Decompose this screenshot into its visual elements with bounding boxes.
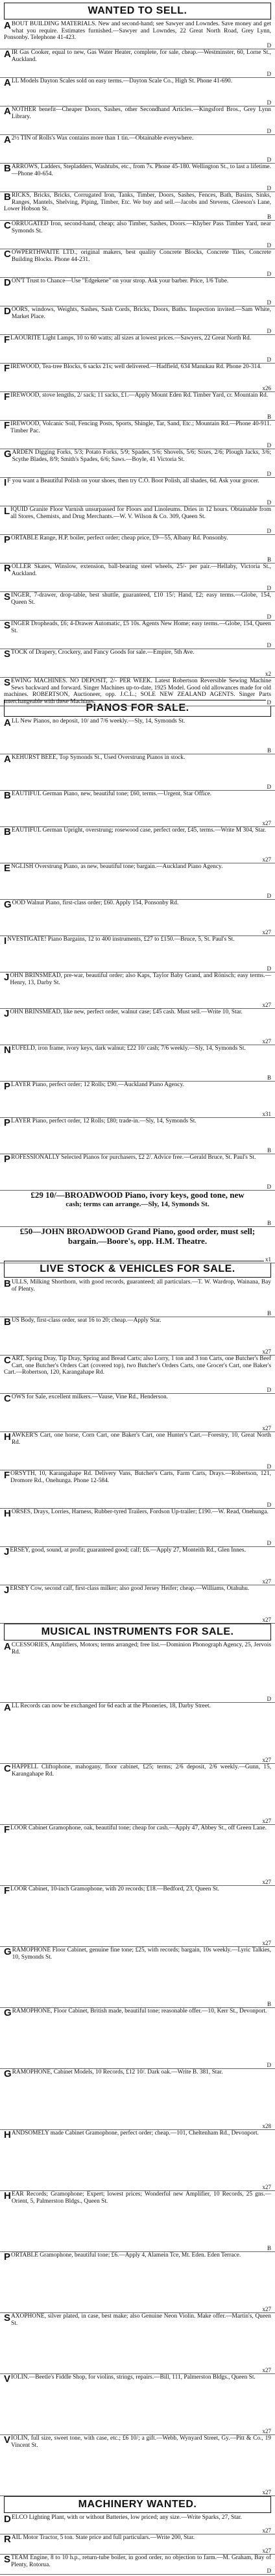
ad-reference-code: D	[267, 1539, 271, 1546]
ad-text: F you want a Beautiful Polish on your shoes, then try C.O. Boot Polish, all shades, 6d. Ask your grocer.	[7, 478, 259, 484]
ad-text: LAYER Piano, perfect order; 12 Rolls; £90.—Auckland Piano Agency.	[11, 1082, 184, 1088]
ad-initial-letter: F	[4, 1470, 10, 1481]
classified-ad	[0, 2069, 275, 2130]
ad-initial-letter: A	[4, 77, 11, 88]
ad-text: 2½ TIN of Rolls's Wax contains more than 1 tin.—Obtainable everywhere.	[11, 135, 194, 142]
ad-initial-letter: A	[4, 1702, 11, 1713]
classified-ad	[0, 1227, 275, 1263]
ad-reference-code: x27	[262, 2488, 271, 2496]
ad-reference-code: x27	[262, 2366, 271, 2373]
ad-text: IREWOOD, Volcanic Soil, Fencing Posts, Sports, Shingle, Tar, Sand, Etc.; Mountain Rd.—Phone 40-911. Timber Pac.	[10, 421, 271, 434]
ad-reference-code: D	[267, 299, 271, 306]
ad-text: EAUTIFUL German Piano, new, beautiful tone; £60, terms.—Urgent, Star Office.	[11, 791, 212, 797]
classified-ad	[0, 164, 275, 192]
ad-initial-letter: G	[4, 2007, 12, 2018]
ad-reference-code: D	[267, 70, 271, 77]
ad-text: EAUTIFUL German Upright, overstrung; rosewood case, perfect order, £45, terms.—Write M 304, Star.	[11, 827, 267, 834]
ad-initial-letter: I	[4, 935, 7, 947]
classified-ad	[0, 1886, 275, 1947]
ad-reference-code: B	[267, 213, 271, 220]
ad-reference-code: x27	[262, 1578, 271, 1585]
ad-reference-code: B	[267, 1074, 271, 1081]
ad-initial-letter: S	[4, 649, 11, 660]
classified-ad	[0, 1118, 275, 1154]
ad-reference-code: B	[267, 2244, 271, 2251]
ad-text: OWS for Sale, excellent milkers.—Vause, Vine Rd., Henderson.	[11, 1394, 168, 1400]
ad-text: LL New Pianos, no deposit, 10/ and 7/6 weekly.—Sly, 14, Symonds St.	[11, 718, 185, 724]
ad-reference-code: x27	[262, 819, 271, 826]
ad-text: TEAM Engine, 8 to 10 h.p., return-tube boiler, in good order, no objection to farm.—M. Graham, Bay of Plenty, Rotorua.	[11, 2555, 271, 2568]
ad-text: OWPERTHWAITE LTD., original makers, best quality Concrete Blocks, Concrete Tiles, Concrete Building Blocks. Phone 44-231.	[11, 249, 271, 263]
ad-reference-code: D	[267, 327, 271, 334]
ad-initial-letter: P	[4, 534, 11, 545]
ad-initial-letter: S	[4, 677, 11, 688]
ad-reference-code: x27	[262, 1878, 271, 1885]
ad-initial-letter: H	[4, 1431, 11, 1443]
ad-reference-code: x27	[262, 2183, 271, 2190]
classified-ad	[0, 936, 275, 972]
ad-reference-code: x27	[262, 2305, 271, 2312]
ad-text: LL Records can now be exchanged for 6d each at the Phoneries, 18, Darby Street.	[11, 1703, 211, 1709]
ad-text: LOOR Cabinet, 10-inch Gramophone, with 20 records; £18.—Bedford, 23, Queen St.	[10, 1886, 219, 1892]
ad-reference-code: B	[267, 556, 271, 563]
classified-ad	[0, 1947, 275, 2008]
classified-columns	[0, 3, 275, 2574]
ad-reference-code: D	[267, 42, 271, 49]
ad-reference-code: x27	[262, 1939, 271, 1946]
ad-text: RAMOPHONE, Floor Cabinet, British made, beautiful tone; reasonable offer.—10, Kerr St., Devonport.	[12, 2008, 267, 2014]
ad-reference-code: B	[267, 1309, 271, 1317]
ad-initial-letter: C	[4, 1393, 11, 1404]
classified-section	[0, 1624, 275, 2494]
ad-reference-code: D	[267, 156, 271, 163]
ad-reference-code: B	[267, 413, 271, 420]
ad-text: LAOURITE Light Lamps, 10 to 60 watts; all sizes at lowest prices.—Sawyers, 22 Great North Rd.	[10, 335, 252, 341]
classified-ad	[0, 78, 275, 106]
ad-headline-line: £29 10/—BROADWOOD Piano, ivory keys, good tone, new	[30, 1190, 245, 1200]
ad-reference-code: x27	[262, 2547, 271, 2554]
classified-ad	[0, 863, 275, 900]
classified-ad	[0, 2191, 275, 2252]
classified-ad	[0, 2313, 275, 2374]
ad-initial-letter: C	[4, 249, 11, 260]
section-heading: WANTED TO SELL.	[4, 3, 271, 19]
ad-text: OOD Walnut Piano, first-class order; £60. Apply 154, Ponsonby Rd.	[12, 900, 179, 906]
ad-text: LL Models Dayton Scales sold on easy terms.—Dayton Scale Co., High St. Phone 41-690.	[11, 78, 233, 84]
ad-reference-code: D	[267, 527, 271, 534]
ad-initial-letter: F	[4, 1824, 10, 1835]
ad-reference-code: B	[267, 1219, 271, 1226]
ad-reference-code: D	[267, 783, 271, 790]
classified-section	[0, 2496, 275, 2574]
classified-ad	[0, 2435, 275, 2496]
ad-initial-letter: H	[4, 2190, 11, 2201]
ad-initial-letter: B	[4, 790, 11, 801]
ad-text: ON'T Trust to Chance—Use "Edgekene" on your strop. Ask your barber. Price, 1/6 Tube.	[11, 278, 229, 284]
ad-initial-letter: B	[4, 192, 11, 203]
ad-reference-code: D	[267, 242, 271, 249]
classified-ad	[0, 2534, 275, 2555]
ad-text: RAMOPHONE Floor Cabinet, genuine fine tone; £25, with records; bargain, 10s weekly.—Lyric Talkies, 10, Symonds St.	[12, 1947, 271, 1961]
classified-ad	[0, 1356, 275, 1394]
ad-text: ORTABLE Gramophone, beautiful tone; £6.—Apply 4, Alamein Tce, Mt. Eden. Eden Terrace.	[11, 2252, 241, 2259]
classified-ad	[0, 1547, 275, 1585]
classified-ad	[0, 449, 275, 478]
ad-initial-letter: L	[4, 506, 10, 517]
classified-ad	[0, 49, 275, 78]
classified-ad	[0, 1825, 275, 1886]
ad-text: RAMOPHONE, Cabinet Models, 10 Records, £12 10/. Dark oak.—Write B. 381, Star.	[12, 2069, 223, 2075]
ad-reference-code: x27	[262, 1817, 271, 1824]
ad-reference-code: B	[267, 2000, 271, 2007]
ad-text: ARDEN Digging Forks, 5/3; Potato Forks, 5/9; Spades, 5/6; Shovels, 5/6; Sixes, 2/6; Plough Jacks, 3/6; Scythe Blades, 8/9; Smith's Spades, 6/6; Saws.—Boyle, 41 Victoria St.	[12, 449, 271, 463]
ad-text: OHN BRINSMEAD, pre-war, beautiful order; also Kaps, Taylor Baby Grand, and Rönisch; easy terms.—Henry, 13, Darby St.	[10, 972, 271, 986]
ad-text: CCESSORIES, Amplifiers, Motors; terms arranged; free list.—Dominion Phonograph Agency, 25, Jervois Rd.	[11, 1642, 271, 1655]
ad-initial-letter: S	[4, 2312, 11, 2323]
ad-text: US Body, first-class order, seat 16 to 20; cheap.—Apply Star.	[11, 1317, 161, 1324]
classified-ad	[0, 592, 275, 621]
ad-text: ORRUGATED Iron, second-hand, cheap; also Timber, Sashes, Doors.—Khyber Pass Timber Yard, near Symonds St.	[11, 221, 271, 234]
ad-reference-code: x27	[262, 1756, 271, 1763]
classified-ad	[0, 1764, 275, 1825]
classified-ad	[0, 1703, 275, 1764]
ad-reference-code: x27	[262, 1037, 271, 1045]
ad-initial-letter: F	[4, 363, 10, 374]
ad-reference-code: x27	[262, 1348, 271, 1355]
ad-text: BOUT BUILDING MATERIALS. New and second-hand; see Sawyer and Lowndes. Save money and get what you require. Estimates furnished.—Sawyer and Lowndes, 22 Great North Road, Grey Lynn, Ponsonby. Telephone 41-423.	[4, 21, 271, 42]
ad-reference-code: D	[267, 470, 271, 477]
ad-text: IQUID Granite Floor Varnish unsurpassed for Floors and Linoleums. Dries in 12 hours. Obtainable from all Stores, Chemists, and Drug Merchants.—W. V. Wilson & Co. 309, Queen St.	[10, 506, 271, 520]
classified-ad	[0, 1470, 275, 1509]
ad-reference-code: D	[267, 892, 271, 899]
ad-reference-code: x27	[262, 928, 271, 935]
ad-text: EWING MACHINES. NO DEPOSIT, 2/- PER WEEK. Latest Robertson Reversible Sewing Machine Sews backward and forward. Singer Machines up-to-date, 1925 Model. Good old allowances made for old machines. ROBERTSON, Auctioneer, opp. J.C.L.; SOLE NEW ZEALAND AGENTS. Singer Parts interchangeable with these Machines.	[4, 678, 271, 705]
ad-reference-code: x27	[262, 856, 271, 863]
ad-reference-code: x27	[262, 2427, 271, 2434]
classified-ad	[0, 535, 275, 564]
ad-reference-code: D	[267, 641, 271, 649]
ad-initial-letter: G	[4, 899, 12, 910]
classified-ad	[0, 221, 275, 249]
ad-headline	[4, 1227, 271, 1246]
classified-ad	[0, 1154, 275, 1191]
ad-initial-letter: B	[4, 1278, 11, 1289]
ad-text: ERSEY, good, sound, at profit; guaranteed good; calf; £6.—Apply 27, Monteith Rd., Glen Innes.	[10, 1547, 246, 1554]
ad-text: IR Gas Cooker, equal to new, Gas Water Heater, complete, for sale, cheap.—Westminster, 60, Lorne St., Auckland.	[11, 49, 271, 63]
ad-initial-letter: J	[4, 1546, 10, 1557]
classified-ad	[0, 1317, 275, 1356]
ad-headline-line: cash; terms can arrange.—Sly, 14, Symonds St.	[66, 1200, 209, 1208]
classified-ad	[0, 192, 275, 221]
classified-ad	[0, 2130, 275, 2191]
classified-ad	[0, 2555, 275, 2575]
ad-initial-letter: P	[4, 1081, 11, 1092]
ad-initial-letter: S	[4, 591, 11, 602]
ad-initial-letter: B	[4, 826, 11, 837]
ad-reference-code: x1	[265, 1256, 271, 1263]
ad-text: IREWOOD, stove lengths, 2/ sack; 11 sacks, £1.—Apply Mount Eden Rd. Timber Yard, cr. Mountain Rd.	[10, 392, 269, 399]
ad-initial-letter: N	[4, 1045, 11, 1056]
classified-ad	[0, 900, 275, 936]
ad-initial-letter: J	[4, 1008, 10, 1019]
ad-initial-letter: A	[4, 20, 11, 31]
ad-reference-code: x27	[262, 1001, 271, 1008]
ad-initial-letter: G	[4, 2068, 12, 2079]
ad-text: INGER Dropheads, £6; 4-Drawer Automatic, £5 10s. Agents New Home; easy terms.—Globe, 154, Queen St.	[11, 621, 271, 634]
ad-text: HAPPELL Cliftophone, mahogany, floor cabinet, £25; terms; 2/6 deposit, 2/6 weekly.—Gunn, 15, Karangahape Rd.	[11, 1764, 271, 1777]
ad-reference-code: D	[267, 127, 271, 134]
ad-text: AWKER'S Cart, one horse, Corn Cart, one Baker's Cart, one Hunter's Cart.—Forestry, 10, Great North Rd.	[11, 1432, 271, 1446]
ad-text: NOTHER benefit—Cheaper Doors, Sashes, other Secondhand Articles.—Kingsford Bros., Grey Lynn Library.	[11, 106, 271, 120]
classified-ad	[0, 1509, 275, 1547]
ad-reference-code: D	[267, 965, 271, 972]
ad-text: OORS, windows, Weights, Sashes, Sash Cords, Bricks, Doors, Baths. Inspection invited.—Sam White, Market Place.	[11, 306, 271, 320]
ad-text: AIL Motor Tractor, 5 ton. State price and full particulars.—Write 200, Star.	[11, 2534, 195, 2541]
classified-ad	[0, 678, 275, 706]
ad-text: ORSES, Drays, Lorries, Harness, Rubber-tyred Trailers, Fordson Up-trailer; £190.—W. Read, Onehunga.	[11, 1509, 269, 1515]
classified-ad	[0, 621, 275, 649]
ad-text: OHN BRINSMEAD, like new, perfect order, walnut case; £45 cash. Must sell.—Write 10, Star.	[10, 1009, 243, 1015]
section-heading: MACHINERY WANTED.	[4, 2496, 271, 2513]
classified-ad	[0, 478, 275, 506]
ad-initial-letter: A	[4, 106, 11, 117]
classified-ad	[0, 21, 275, 49]
ad-text: ULLS, Milking Shorthorn, with good records, guaranteed; all particulars.—T. W. Wardrop, Wainana, Bay of Plenty.	[11, 1279, 271, 1293]
ad-initial-letter: D	[4, 277, 11, 288]
ad-text: INGER, 7-drawer, drop-table, best shuttle, guaranteed, £10 15/; Hand, £2; easy terms.—Globe, 154, Queen St.	[11, 592, 271, 606]
ad-initial-letter: F	[4, 391, 10, 402]
classified-ad	[0, 564, 275, 592]
ad-initial-letter: V	[4, 2373, 11, 2384]
ad-initial-letter: H	[4, 2129, 11, 2140]
ad-reference-code: D	[267, 2567, 271, 2574]
ad-reference-code: D	[267, 584, 271, 591]
classified-ad	[0, 1394, 275, 1432]
ad-reference-code: D	[267, 699, 271, 706]
ad-initial-letter: R	[4, 2534, 11, 2545]
ad-initial-letter: C	[4, 220, 11, 231]
ad-text: OLLER Skates, Winslow, extension, ball-bearing steel wheels, 25/- per pair.—Hellaby, Victoria St., Auckland.	[11, 564, 271, 577]
classified-ad	[0, 392, 275, 421]
ad-initial-letter: A	[4, 717, 11, 728]
ad-text: ORSYTH, 10, Karangahape Rd. Delivery Vans, Butcher's Carts, Farm Carts, Drays.—Robertson, 121, Dromore Rd., Onehunga. Phone 12-584.	[10, 1470, 271, 1484]
ad-initial-letter: A	[4, 134, 11, 145]
classified-ad	[0, 249, 275, 278]
ad-initial-letter: F	[4, 420, 10, 431]
classified-ad	[0, 1082, 275, 1118]
classified-ad	[0, 2374, 275, 2435]
ad-reference-code: x26	[262, 384, 271, 391]
section-heading: PIANOS FOR SALE.	[4, 700, 271, 717]
ad-text: NGLISH Overstrung Piano, as new, beautiful tone; bargain.—Auckland Piano Agency.	[11, 863, 223, 870]
ad-reference-code: D	[267, 356, 271, 363]
classified-ad	[0, 791, 275, 827]
classified-ad	[0, 506, 275, 535]
ad-initial-letter: H	[4, 1508, 11, 1519]
ad-reference-code: D	[267, 441, 271, 449]
classified-ad	[0, 106, 275, 135]
ad-initial-letter: F	[4, 1885, 10, 1896]
classified-ad	[0, 364, 275, 392]
ad-reference-code: D	[267, 1501, 271, 1508]
classified-ad	[0, 2514, 275, 2534]
ad-text: ARROWS, Ladders, Stepladders, Washtubs, etc., from 7s. Phone 45-180. Wellington St., to last a lifetime.—Phone 40-654.	[11, 164, 271, 177]
ad-text: IOLIN, full size, sweet tone, with case, etc.; £6 10/; a gift.—Webb, Wynyard Street, Gy.—Pitt & Co., 19 Vincent St.	[11, 2435, 271, 2449]
ad-reference-code: D	[267, 270, 271, 277]
ad-reference-code: B	[267, 747, 271, 754]
ad-initial-letter: D	[4, 306, 11, 317]
ad-initial-letter: A	[4, 754, 11, 765]
ad-initial-letter: J	[4, 1585, 10, 1596]
ad-initial-letter: G	[4, 1946, 12, 1957]
classified-ad	[0, 1191, 275, 1227]
ad-initial-letter: P	[4, 1154, 11, 1165]
ad-initial-letter: S	[4, 2554, 11, 2565]
classified-ad	[0, 754, 275, 791]
ad-text: AXOPHONE, silver plated, in case, best make; also Genuine Neon Violin. Make offer.—Martin's, Queen St.	[11, 2313, 271, 2327]
classified-ad	[0, 335, 275, 364]
ad-reference-code: x27	[262, 2527, 271, 2534]
classified-ad	[0, 718, 275, 754]
ad-initial-letter: V	[4, 2434, 11, 2446]
classified-ad	[0, 2008, 275, 2069]
classified-ad	[0, 135, 275, 164]
ad-reference-code: x2	[265, 670, 271, 677]
ad-text: TOCK of Drapery, Crockery, and Fancy Goods for sale.—Empire, 5th Ave.	[11, 649, 195, 656]
ad-initial-letter: F	[4, 334, 10, 345]
ad-headline-line: £50—JOHN BROADWOOD Grand Piano, good order, must sell; bargain.—Boore's, opp. H.M. Theatre.	[19, 1226, 256, 1246]
ad-text: ORTABLE Range, H.P. boiler, perfect order; cheap price, £9—55, Albany Rd. Ponsonby.	[11, 535, 228, 541]
ad-initial-letter: E	[4, 863, 11, 874]
ad-reference-code: D	[267, 1183, 271, 1190]
ad-text: ROFESSIONALLY Selected Pianos for purchasers, £2 2/. Advice free.—Gerald Bruce, St. Paul's St.	[11, 1154, 256, 1161]
ad-initial-letter: I	[4, 477, 7, 488]
ad-initial-letter: C	[4, 1355, 11, 1366]
ad-reference-code: x31	[262, 1110, 271, 1117]
ad-reference-code: D	[267, 499, 271, 506]
ad-text: EAR Records; Gramophone; Expert; lowest prices; Wonderful new Amplifier, 10 Records, 25 gns.—Orient, 5, Palmerston Bldgs., Queen St.	[11, 2191, 271, 2205]
ad-text: LAYER Piano, perfect order, 12 Rolls; £80; trade-in.—Sly, 14, Symonds St.	[11, 1118, 197, 1124]
classified-ad	[0, 278, 275, 306]
ad-headline	[4, 1191, 271, 1208]
ad-reference-code: x28	[262, 2122, 271, 2129]
section-heading: MUSICAL INSTRUMENTS FOR SALE.	[4, 1624, 271, 1641]
ad-text: RICKS, Bricks, Bricks, Corrugated Iron, Tanks, Timber, Doors, Sashes, Fences, Bath, Basins, Sinks, Ranges, Mantels, Shelving, Piping, Timber, Etc. We buy and sell.—Jacobs and Stevens, Gleeson's Lane, Lower Hobson St.	[4, 192, 271, 213]
classified-ad	[0, 649, 275, 678]
ad-text: KEHURST BEEE, Top Symonds St., Used Overstrung Pianos in stock.	[11, 754, 185, 761]
ad-initial-letter: R	[4, 563, 11, 574]
ad-text: IREWOOD, Tea-tree Blocks, 6 sacks 21s; well delivered.—Hadfield, 634 Manukau Rd. Phone 20-314.	[10, 364, 262, 370]
ad-reference-code: x27	[262, 1424, 271, 1431]
section-heading: LIVE STOCK & VEHICLES FOR SALE.	[4, 1261, 271, 1278]
ad-initial-letter: G	[4, 449, 12, 460]
classified-ad	[0, 1279, 275, 1317]
ad-text: ART, Spring Dray, Tip Dray, Spring and Bread Carts; also Lorry, 1 ton and 3 ton Carts, one Butcher's Beef Cart, one Butcher's Orders Cart (covered top), two Butcher's Orders Carts, one Grocer's Cart, one Baker's Cart.—Robertson, 120, Karangahape Rd.	[4, 1356, 271, 1376]
classified-ad	[0, 1642, 275, 1703]
ad-reference-code: D	[267, 1386, 271, 1393]
classified-ad	[0, 1045, 275, 1082]
classified-section	[0, 700, 275, 1263]
classifieds-page	[0, 3, 275, 2576]
ad-initial-letter: C	[4, 1763, 11, 1774]
classified-ad	[0, 1585, 275, 1624]
classified-ad	[0, 827, 275, 863]
ad-text: ERSEY Cow, second calf, first-class milker; also good Jersey Heifer; cheap.—Williams, Otahuhu.	[10, 1585, 250, 1592]
classified-ad	[0, 1432, 275, 1470]
classified-ad	[0, 306, 275, 335]
classified-ad	[0, 2252, 275, 2313]
ad-reference-code: D	[267, 1463, 271, 1470]
ad-initial-letter: B	[4, 163, 11, 174]
ad-reference-code: D	[267, 184, 271, 192]
ad-text: EUFELD, iron frame, ivory keys, dark walnut; £22 10/ cash; 7/6 weekly.—Sly, 14, Symonds St.	[11, 1045, 246, 1052]
ad-initial-letter: S	[4, 620, 11, 631]
ad-initial-letter: D	[4, 2514, 11, 2525]
ad-reference-code: D	[267, 2061, 271, 2068]
ad-reference-code: B	[267, 1146, 271, 1154]
classified-ad	[0, 421, 275, 449]
ad-initial-letter: P	[4, 1117, 11, 1128]
ad-reference-code: D	[267, 613, 271, 620]
classified-ad	[0, 972, 275, 1009]
ad-text: LOOR Cabinet Gramophone, oak, beautiful tone; cheap for cash.—Apply 47, Abbey St., off Green Lane.	[10, 1825, 267, 1831]
ad-initial-letter: J	[4, 972, 10, 983]
ad-text: ANDSOMELY made Cabinet Gramophone, perfect order; cheap.—101, Cheltenham Rd., Devonport.	[11, 2130, 259, 2136]
ad-initial-letter: A	[4, 49, 11, 60]
ad-reference-code: x27	[262, 1616, 271, 1623]
classified-section	[0, 3, 275, 706]
ad-reference-code: D	[267, 1695, 271, 1702]
ad-initial-letter: P	[4, 2251, 11, 2262]
ad-text: NVESTIGATE! Piano Bargains, 12 to 400 instruments, £27 to £150.—Bruce, 5, St. Paul's St.	[7, 936, 235, 943]
ad-initial-letter: B	[4, 1317, 11, 1328]
classified-section	[0, 1261, 275, 1621]
ad-text: ELCO Lighting Plant, with or without Batteries, low priced; any size.—Write Sparks, 27, Star.	[11, 2514, 242, 2521]
ad-initial-letter: A	[4, 1641, 11, 1652]
ad-text: IOLIN.—Beetle's Fiddle Shop, for violins, strings, repairs.—Bill, 111, Palmerston Bldgs., Queen St.	[11, 2374, 256, 2381]
ad-reference-code: D	[267, 99, 271, 106]
classified-ad	[0, 1009, 275, 1045]
